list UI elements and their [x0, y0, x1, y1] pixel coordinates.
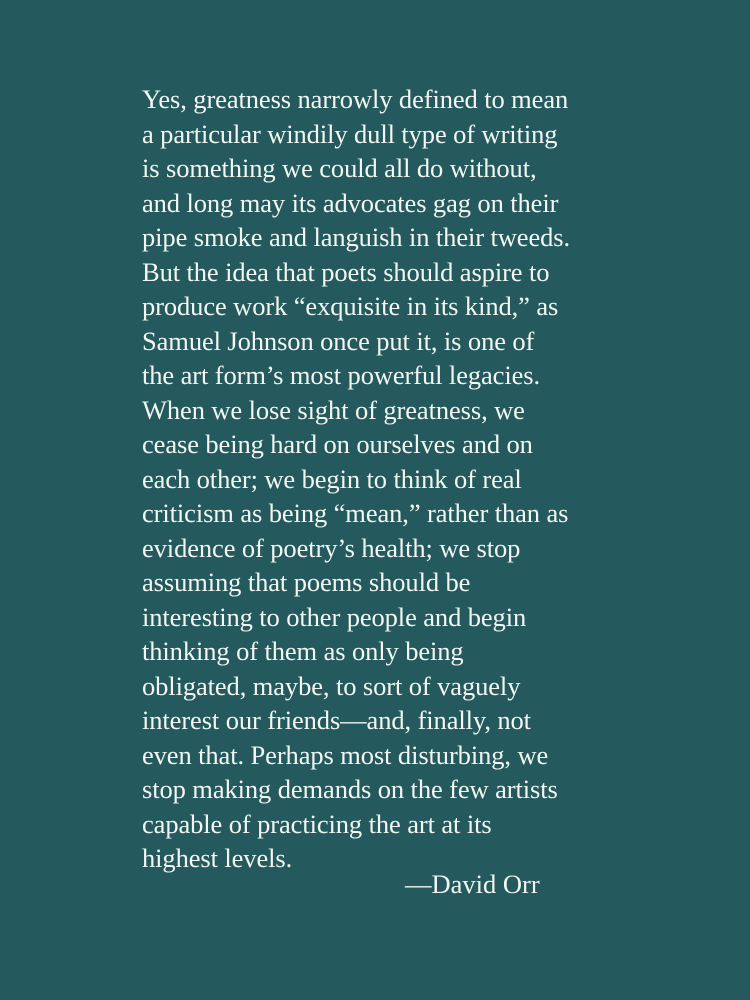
quote-line: criticism as being “mean,” rather than as	[142, 498, 569, 528]
quote-line: interesting to other people and begin	[142, 601, 527, 632]
quote-line: thinking of them as only being	[142, 636, 464, 666]
quote-line: When we lose sight of greatness, we	[142, 394, 525, 425]
quote-line: assuming that poems should be	[142, 567, 471, 597]
quote-line: highest levels.	[142, 843, 293, 873]
quote-line: stop making demands on the few artists	[142, 774, 558, 804]
quote-line: a particular windily dull type of writing	[142, 118, 558, 149]
quote-text	[142, 82, 642, 876]
quote-line: evidence of poetry’s health; we stop	[142, 532, 521, 563]
quote-line: the art form’s most powerful legacies.	[142, 360, 540, 390]
quote-line: is something we could all do without,	[142, 153, 537, 183]
attribution: —David Orr	[405, 869, 540, 899]
quote-line: obligated, maybe, to sort of vaguely	[142, 670, 521, 701]
quote-line: produce work “exquisite in its kind,” as	[142, 291, 559, 321]
quote-line: each other; we begin to think of real	[142, 463, 522, 494]
quote-line: But the idea that poets should aspire to	[142, 256, 550, 287]
quote-line: Yes, greatness narrowly defined to mean	[142, 84, 569, 114]
quote-line: interest our friends—and, finally, not	[142, 705, 531, 735]
quote-line: and long may its advocates gag on their	[142, 187, 559, 218]
quote-line: even that. Perhaps most disturbing, we	[142, 739, 549, 770]
quote-line: cease being hard on ourselves and on	[142, 429, 533, 459]
quote-line: Samuel Johnson once put it, is one of	[142, 325, 535, 356]
quote-line: capable of practicing the art at its	[142, 808, 492, 839]
quote-line: pipe smoke and languish in their tweeds.	[142, 222, 571, 252]
